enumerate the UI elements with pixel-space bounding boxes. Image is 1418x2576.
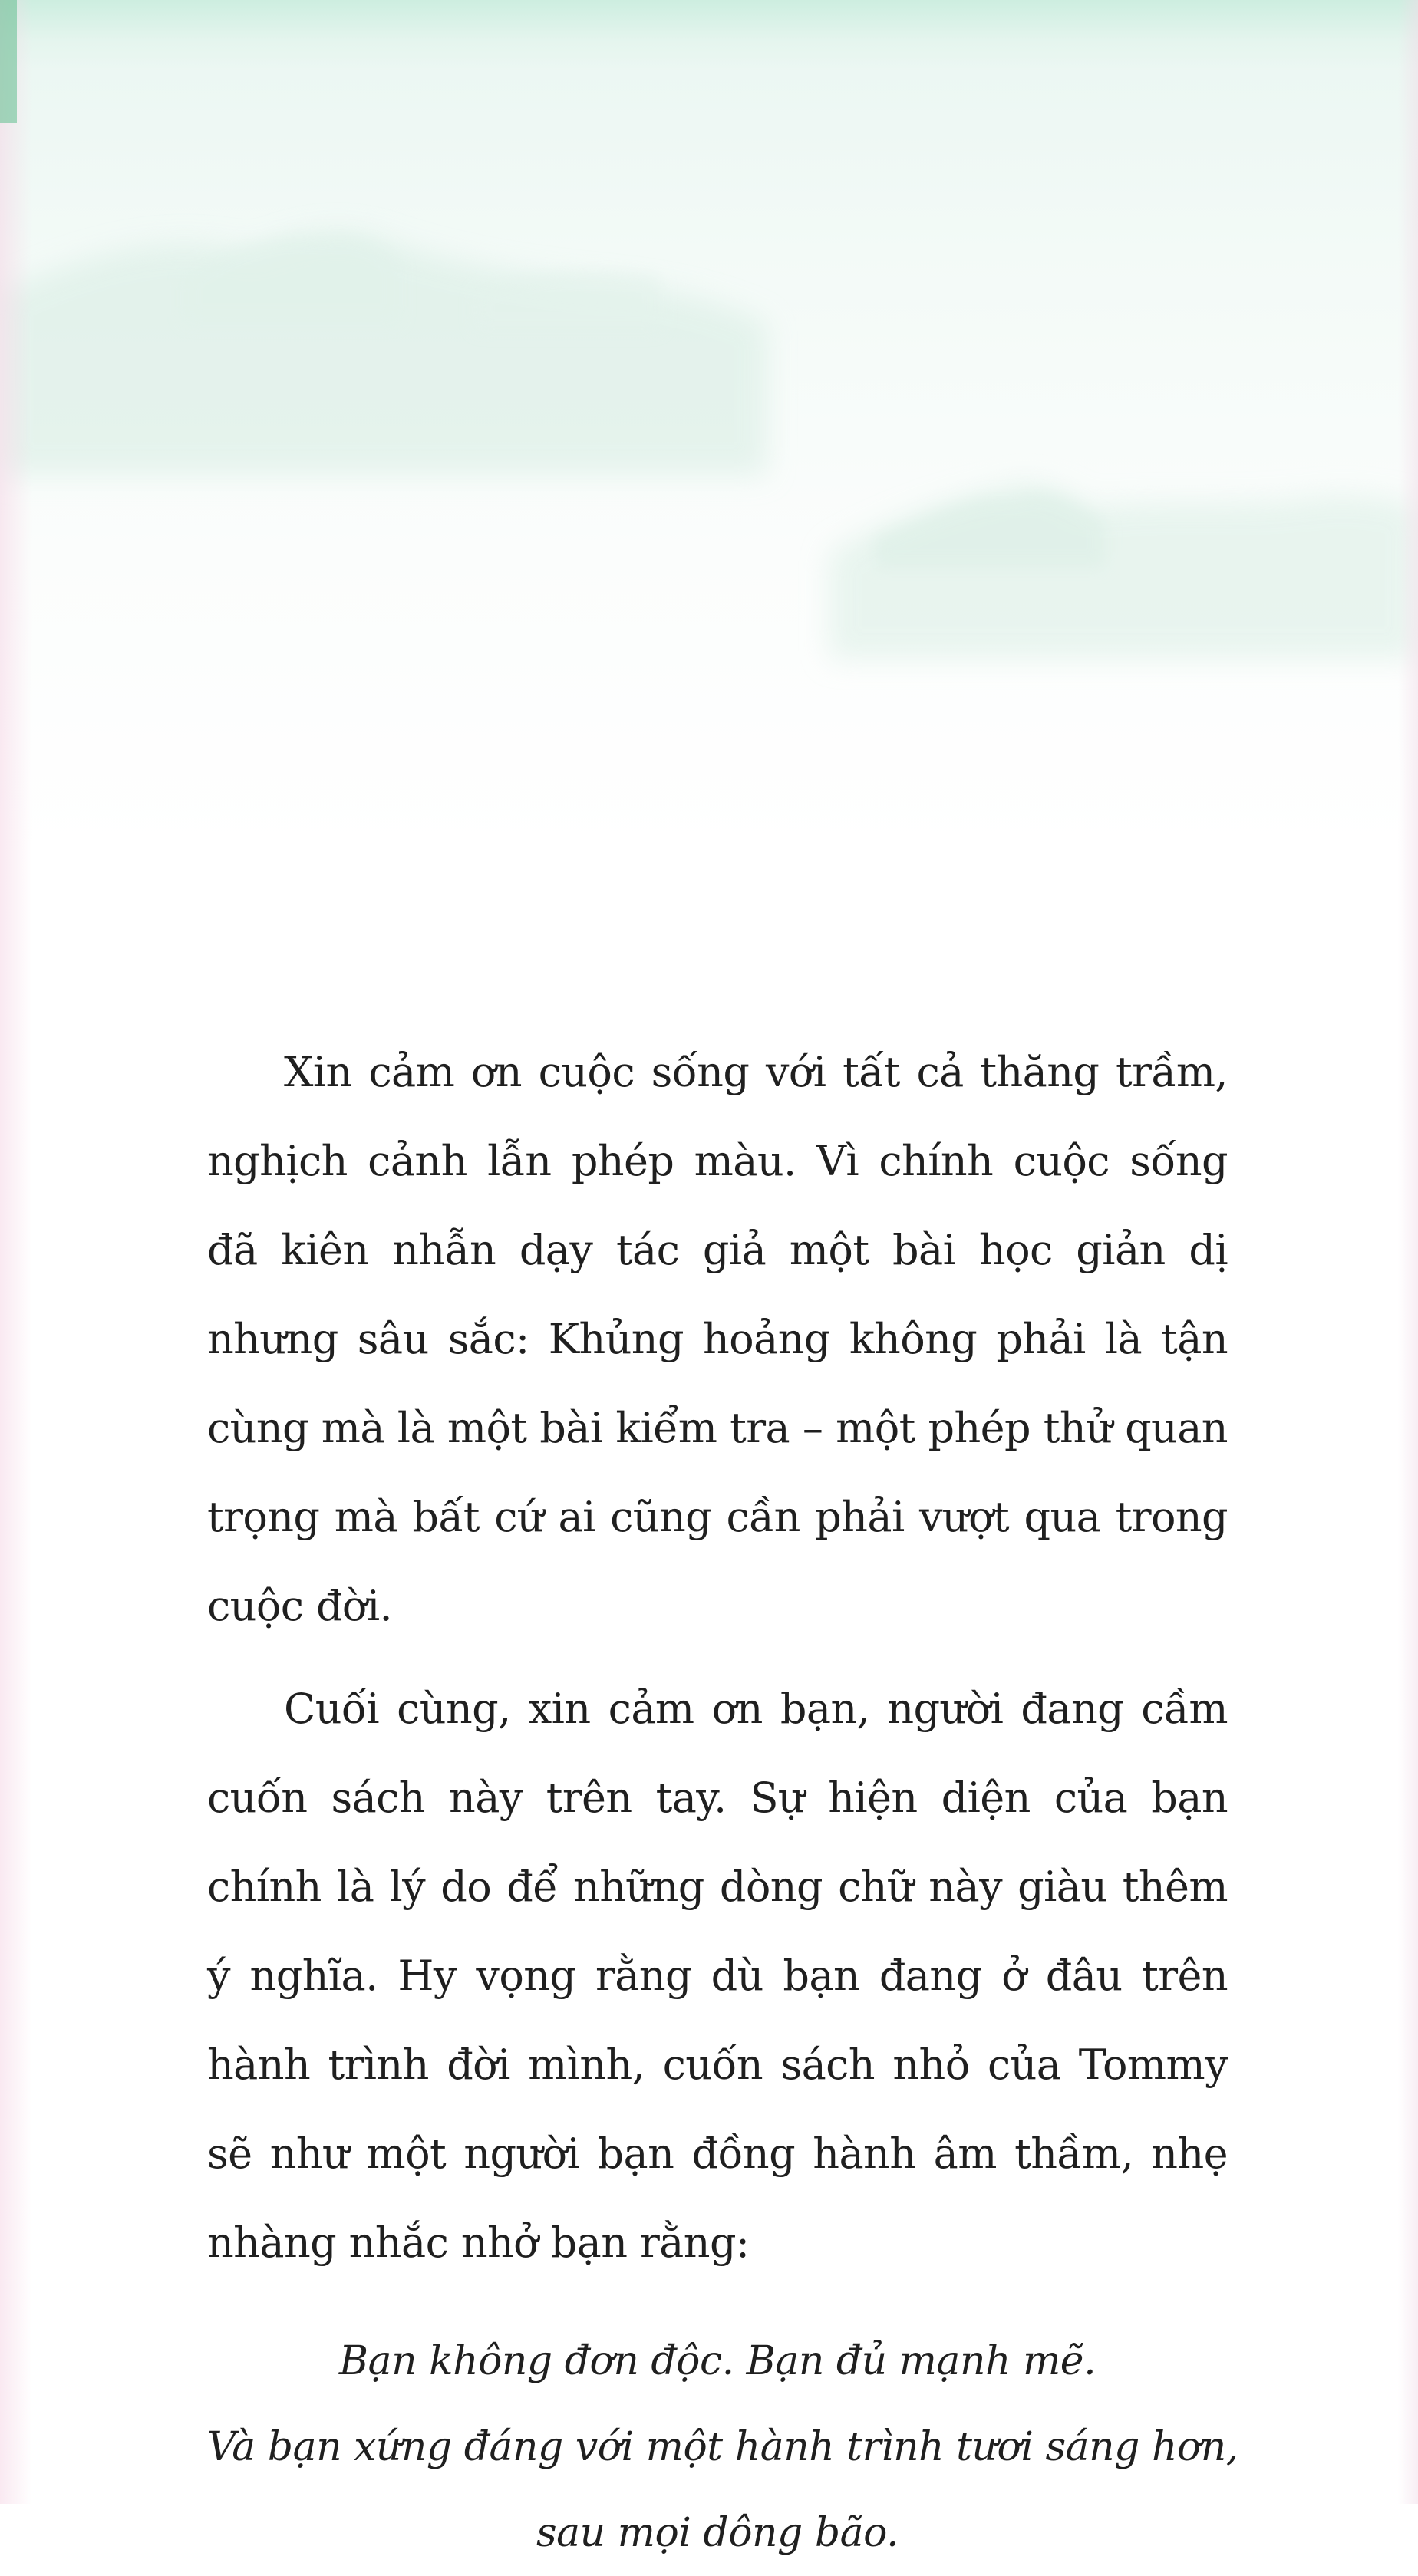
closing-verse xyxy=(207,2318,1238,2576)
closing-line-3: sau mọi dông bão. xyxy=(536,2510,899,2556)
text-block xyxy=(207,1028,1238,2576)
left-edge-tint xyxy=(0,0,32,2504)
paragraph-1: Xin cảm ơn cuộc sống với tất cả thăng trầm, nghịch cảnh lẫn phép màu. Vì chính cuộc sống đã kiên nhẫn dạy tác giả một bài học giản dị nhưng sâu sắc: Khủng hoảng không phải là tận cùng mà là một bài kiểm tra – một phép thử quan trọng mà bất cứ ai cũng cần phải vượt qua trong cuộc đời. xyxy=(207,1048,1228,1630)
misty-mountains-illustration xyxy=(0,0,1418,690)
right-edge-tint xyxy=(1398,0,1418,2504)
paragraph-2: Cuối cùng, xin cảm ơn bạn, người đang cầm cuốn sách này trên tay. Sự hiện diện của bạn chính là lý do để những dòng chữ này giàu thêm ý nghĩa. Hy vọng rằng dù bạn đang ở đâu trên hành trình đời mình, cuốn sách nhỏ của Tommy sẽ như một người bạn đồng hành âm thầm, nhẹ nhàng nhắc nhở bạn rằng: xyxy=(207,1685,1228,2267)
closing-line-1: Bạn không đơn độc. Bạn đủ mạnh mẽ. xyxy=(338,2338,1096,2384)
left-edge-green-mark xyxy=(0,0,17,123)
closing-line-2: Và bạn xứng đáng với một hành trình tươi sáng hơn, xyxy=(207,2424,1238,2470)
